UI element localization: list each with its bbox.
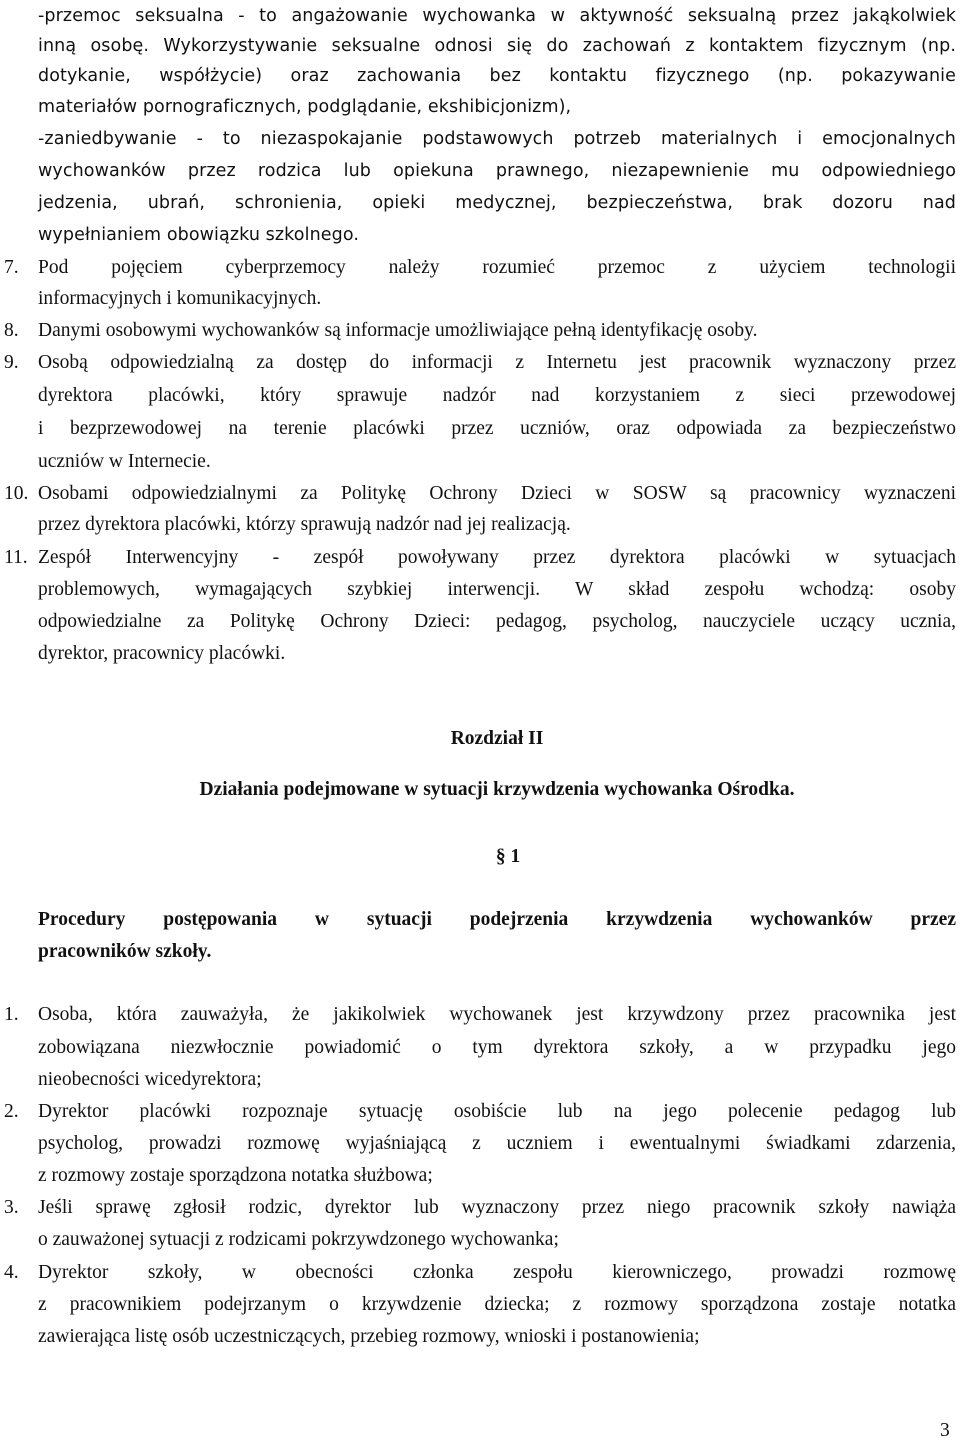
intro-line-5: -zaniedbywanie - to niezaspokajanie podstawowych potrzeb materialnych i emocjonalnych	[38, 129, 956, 149]
definition-line: Zespół Interwencyjny - zespół powoływany przez dyrektora placówki w sytuacjach	[38, 547, 956, 568]
definition-number: 8.	[4, 320, 19, 341]
definition-line: Osobą odpowiedzialną za dostęp do informacji z Internetu jest pracownik wyznaczony przez	[38, 352, 956, 373]
procedure-line: o zauważonej sytuacji z rodzicami pokrzywdzonego wychowanka;	[38, 1229, 559, 1250]
procedure-number: 4.	[4, 1262, 19, 1283]
definition-number: 11.	[4, 547, 28, 568]
definition-number: 9.	[4, 352, 19, 373]
page-number: 3	[940, 1420, 950, 1441]
procedure-line: nieobecności wicedyrektora;	[38, 1069, 262, 1090]
procedure-line: Dyrektor szkoły, w obecności członka zespołu kierowniczego, prowadzi rozmowę	[38, 1262, 956, 1283]
procedure-line: zobowiązana niezwłocznie powiadomić o tym dyrektora szkoły, a w przypadku jego	[38, 1037, 956, 1058]
definition-line: dyrektor, pracownicy placówki.	[38, 643, 286, 664]
intro-line-8: wypełnianiem obowiązku szkolnego.	[38, 225, 359, 245]
procedure-number: 3.	[4, 1197, 19, 1218]
intro-line-3: dotykanie, współżycie) oraz zachowania bez kontaktu fizycznego (np. pokazywanie	[38, 66, 956, 86]
procedure-line: psycholog, prowadzi rozmowę wyjaśniającą z uczniem i ewentualnymi świadkami zdarzenia,	[38, 1133, 956, 1154]
intro-line-2: inną osobę. Wykorzystywanie seksualne odnosi się do zachowań z kontaktem fizycznym (np.	[38, 36, 956, 56]
definition-line: Osobami odpowiedzialnymi za Politykę Ochrony Dzieci w SOSW są pracownicy wyznaczeni	[38, 483, 956, 504]
definition-line: Pod pojęciem cyberprzemocy należy rozumieć przemoc z użyciem technologii	[38, 257, 956, 278]
chapter-title: Rozdział II	[450, 728, 544, 749]
definition-line: uczniów w Internecie.	[38, 451, 211, 472]
procedure-title-line-2: pracowników szkoły.	[38, 941, 212, 962]
procedure-line: z rozmowy zostaje sporządzona notatka służbowa;	[38, 1165, 433, 1186]
definition-line: i bezprzewodowej na terenie placówki przez uczniów, oraz odpowiada za bezpieczeństwo	[38, 418, 956, 439]
definition-number: 7.	[4, 257, 19, 278]
intro-line-4: materiałów pornograficznych, podglądanie, ekshibicjonizm),	[38, 97, 572, 117]
definition-number: 10.	[4, 483, 29, 504]
intro-line-1: -przemoc seksualna - to angażowanie wychowanka w aktywność seksualną przez jakąkolwiek	[38, 6, 956, 26]
procedure-line: Osoba, która zauważyła, że jakikolwiek wychowanek jest krzywdzony przez pracownika jest	[38, 1004, 956, 1025]
procedure-line: Jeśli sprawę zgłosił rodzic, dyrektor lub wyznaczony przez niego pracownik szkoły nawiąża	[38, 1197, 956, 1218]
procedure-line: zawierająca listę osób uczestniczących, przebieg rozmowy, wnioski i postanowienia;	[38, 1326, 700, 1347]
definition-line: odpowiedzialne za Politykę Ochrony Dzieci: pedagog, psycholog, nauczyciele uczący ucznia,	[38, 611, 956, 632]
section-mark: § 1	[495, 846, 521, 867]
intro-line-7: jedzenia, ubrań, schronienia, opieki medycznej, bezpieczeństwa, brak dozoru nad	[38, 193, 956, 213]
definition-line: informacyjnych i komunikacyjnych.	[38, 288, 322, 309]
procedure-line: z pracownikiem podejrzanym o krzywdzenie dziecka; z rozmowy sporządzona zostaje notatka	[38, 1294, 956, 1315]
intro-line-6: wychowanków przez rodzica lub opiekuna prawnego, niezapewnienie mu odpowiedniego	[38, 161, 956, 181]
procedure-number: 1.	[4, 1004, 19, 1025]
procedure-line: Dyrektor placówki rozpoznaje sytuację osobiście lub na jego polecenie pedagog lub	[38, 1101, 956, 1122]
definition-line: problemowych, wymagających szybkiej interwencji. W skład zespołu wchodzą: osoby	[38, 579, 956, 600]
procedure-title-line-1: Procedury postępowania w sytuacji podejrzenia krzywdzenia wychowanków przez	[38, 909, 956, 930]
chapter-subtitle: Działania podejmowane w sytuacji krzywdzenia wychowanka Ośrodka.	[199, 779, 795, 800]
definition-line: Danymi osobowymi wychowanków są informacje umożliwiające pełną identyfikację osoby.	[38, 320, 758, 341]
definition-line: dyrektora placówki, który sprawuje nadzór nad korzystaniem z sieci przewodowej	[38, 385, 956, 406]
definition-line: przez dyrektora placówki, którzy sprawują nadzór nad jej realizacją.	[38, 514, 571, 535]
procedure-number: 2.	[4, 1101, 19, 1122]
